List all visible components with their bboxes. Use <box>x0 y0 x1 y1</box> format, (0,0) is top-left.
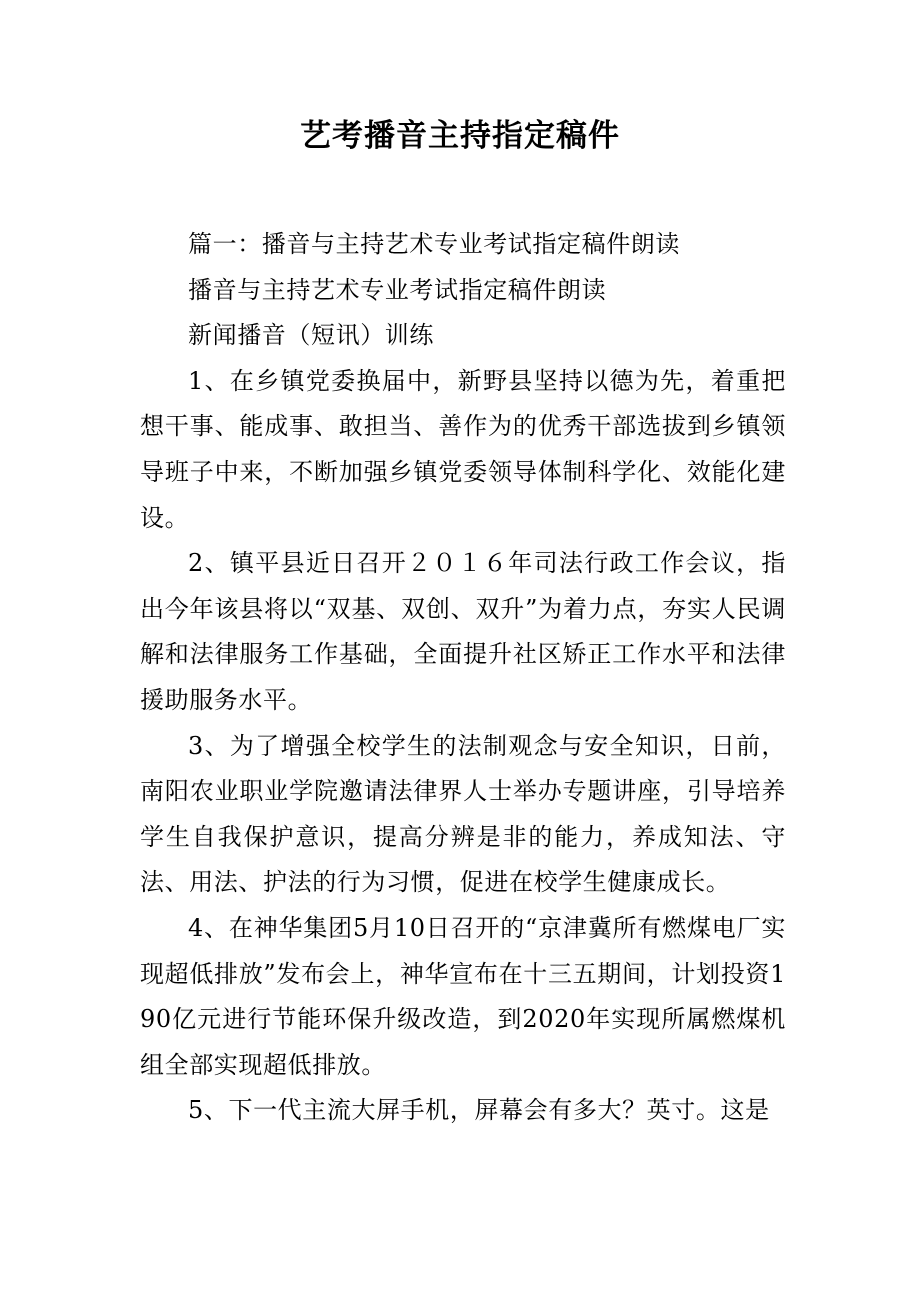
document-title: 艺考播音主持指定稿件 <box>300 118 620 154</box>
news-item-5: 5、下一代主流大屏手机，屏幕会有多大？英寸。这是 <box>188 1096 770 1125</box>
news-item-1: 1、在乡镇党委换届中，新野县坚持以德为先，着重把想干事、能成事、敢担当、善作为的优秀干部选拔到乡镇领导班子中来，不断加强乡镇党委领导体制科学化、效能化建设。 <box>140 366 786 532</box>
document-body <box>140 222 786 1134</box>
subtitle: 播音与主持艺术专业考试指定稿件朗读 <box>188 275 607 304</box>
news-item-3: 3、为了增强全校学生的法制观念与安全知识，日前，南阳农业职业学院邀请法律界人士举办专题讲座，引导培养学生自我保护意识，提高分辨是非的能力，养成知法、守法、用法、护法的行为习惯，促进在校学生健康成长。 <box>140 731 786 897</box>
section-heading: 篇一：播音与主持艺术专业考试指定稿件朗读 <box>188 230 680 258</box>
news-item-2: 2、镇平县近日召开２０１６年司法行政工作会议，指出今年该县将以“双基、双创、双升”为着力点，夯实人民调解和法律服务工作基础，全面提升社区矫正工作水平和法律援助服务水平。 <box>140 549 786 714</box>
news-item-4: 4、在神华集团5月10日召开的“京津冀所有燃煤电厂实现超低排放”发布会上，神华宣布在十三五期间，计划投资190亿元进行节能环保升级改造，到2020年实现所属燃煤机组全部实现超低排放。 <box>140 913 786 1079</box>
section-label: 新闻播音（短讯）训练 <box>188 321 434 350</box>
